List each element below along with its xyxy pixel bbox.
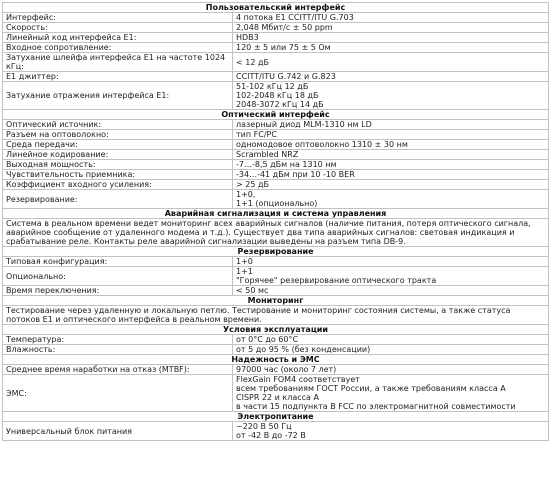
- section-header-row: [3, 412, 549, 422]
- section-header-row: [3, 209, 549, 219]
- spec-value-line: CISPR 22 и класса A: [236, 393, 319, 402]
- spec-table: [2, 2, 549, 441]
- spec-label: E1 джиттер:: [3, 72, 233, 82]
- section-header-row: [3, 110, 549, 120]
- spec-value: [233, 286, 549, 296]
- spec-row: [3, 33, 549, 43]
- spec-row: [3, 365, 549, 375]
- spec-value-line: -34…-41 дБм при 10 -10 BER: [236, 170, 355, 179]
- spec-table-body: [3, 3, 549, 441]
- spec-value-line: 1+1 (опционально): [236, 199, 318, 208]
- spec-value-line: 97000 час (около 7 лет): [236, 365, 337, 374]
- spec-value-line: > 25 дБ: [236, 180, 269, 189]
- spec-label: Линейное кодирование:: [3, 150, 233, 160]
- spec-value: [233, 140, 549, 150]
- spec-value: [233, 345, 549, 355]
- spec-label: Скорость:: [3, 23, 233, 33]
- spec-value-line: Scrambled NRZ: [236, 150, 299, 159]
- spec-value-line: одномодовое оптоволокно 1310 ± 30 нм: [236, 140, 408, 149]
- section-header-row: [3, 325, 549, 335]
- spec-label: Влажность:: [3, 345, 233, 355]
- spec-row: [3, 43, 549, 53]
- spec-value-line: 2048-3072 кГц 14 дБ: [236, 100, 324, 109]
- section-paragraph: Тестирование через удаленную и локальную петлю. Тестирование и мониторинг состояния системы, а также статуса потоков E1 и оптического интерфейса в реальном времени.: [3, 306, 549, 325]
- spec-row: [3, 335, 549, 345]
- spec-label: Универсальный блок питания: [3, 422, 233, 441]
- spec-row: [3, 120, 549, 130]
- spec-value: [233, 72, 549, 82]
- spec-value: [233, 130, 549, 140]
- spec-value-line: тип FC/PC: [236, 130, 277, 139]
- spec-value: [233, 190, 549, 209]
- spec-row: [3, 72, 549, 82]
- spec-value-line: 102-2048 кГц 18 дБ: [236, 91, 319, 100]
- spec-label: Выходная мощность:: [3, 160, 233, 170]
- spec-row: [3, 170, 549, 180]
- spec-value-line: 51-102 кГц 12 дБ: [236, 82, 309, 91]
- section-title: Пользовательский интерфейс: [3, 3, 549, 13]
- spec-row: [3, 150, 549, 160]
- spec-label: Среда передачи:: [3, 140, 233, 150]
- section-header-row: [3, 247, 549, 257]
- spec-row: [3, 160, 549, 170]
- spec-value: [233, 120, 549, 130]
- section-title: Надежность и ЭМС: [3, 355, 549, 365]
- spec-label: Интерфейс:: [3, 13, 233, 23]
- spec-value-line: 1+0,: [236, 190, 256, 199]
- spec-row: [3, 286, 549, 296]
- spec-value: [233, 170, 549, 180]
- spec-value: [233, 267, 549, 286]
- spec-value-line: в части 15 подпункта B FCC по электромагнитной совместимости: [236, 402, 516, 411]
- spec-row: [3, 267, 549, 286]
- section-title: Оптический интерфейс: [3, 110, 549, 120]
- spec-value-line: от 5 до 95 % (без конденсации): [236, 345, 371, 354]
- spec-row: [3, 345, 549, 355]
- spec-row: [3, 180, 549, 190]
- spec-value: [233, 43, 549, 53]
- spec-value: [233, 13, 549, 23]
- section-title: Электропитание: [3, 412, 549, 422]
- spec-row: [3, 13, 549, 23]
- spec-value-line: HDB3: [236, 33, 259, 42]
- spec-label: Резервирование:: [3, 190, 233, 209]
- spec-value-line: FlexGain FOM4 соответствует: [236, 375, 360, 384]
- spec-value: [233, 82, 549, 110]
- spec-value: [233, 33, 549, 43]
- spec-label: Затухание отражения интерфейса E1:: [3, 82, 233, 110]
- spec-label: Коэффициент входного усиления:: [3, 180, 233, 190]
- spec-value: [233, 150, 549, 160]
- spec-value-line: лазерный диод MLM-1310 нм LD: [236, 120, 372, 129]
- spec-row: [3, 23, 549, 33]
- spec-value-line: -7…-8,5 дБм на 1310 нм: [236, 160, 337, 169]
- spec-row: [3, 422, 549, 441]
- spec-value-line: 2,048 Мбит/с ± 50 ppm: [236, 23, 333, 32]
- spec-value-line: < 12 дБ: [236, 57, 269, 67]
- section-header-row: [3, 3, 549, 13]
- spec-label: ЭМС:: [3, 375, 233, 412]
- spec-value: [233, 180, 549, 190]
- spec-value-line: < 50 мс: [236, 286, 269, 295]
- spec-label: Время переключения:: [3, 286, 233, 296]
- spec-value-line: 1+0: [236, 257, 253, 266]
- section-header-row: [3, 355, 549, 365]
- spec-row: [3, 53, 549, 72]
- spec-value-line: 1+1: [236, 267, 253, 276]
- spec-value-line: CCITT/ITU G.742 и G.823: [236, 72, 336, 81]
- section-title: Условия эксплуатации: [3, 325, 549, 335]
- section-text-row: [3, 219, 549, 247]
- spec-row: [3, 140, 549, 150]
- spec-value-line: ~220 В 50 Гц: [236, 422, 292, 431]
- section-title: Резервирование: [3, 247, 549, 257]
- section-paragraph: Система в реальном времени ведет мониторинг всех аварийных сигналов (наличие питания, потеря оптического сигнала, аварийное сообщение от удаленного модема и т.д.). Существует два типа аварийных сигналов: световая индикация и срабатывание реле. Контакты реле аварийной сигнализации выведены на разъем типа DB-9.: [3, 219, 549, 247]
- section-header-row: [3, 296, 549, 306]
- spec-value-line: всем требованиям ГОСТ России, а также требованиям класса A: [236, 384, 506, 393]
- spec-label: Линейный код интерфейса E1:: [3, 33, 233, 43]
- spec-label: Типовая конфигурация:: [3, 257, 233, 267]
- spec-row: [3, 375, 549, 412]
- spec-value: [233, 257, 549, 267]
- spec-value: [233, 53, 549, 72]
- spec-value-line: "Горячее" резервирование оптического тракта: [236, 276, 437, 285]
- spec-label: Опционально:: [3, 267, 233, 286]
- spec-value-line: 120 ± 5 или 75 ± 5 Ом: [236, 43, 331, 52]
- spec-row: [3, 130, 549, 140]
- spec-row: [3, 190, 549, 209]
- spec-label: Чувствительность приемника:: [3, 170, 233, 180]
- spec-value: [233, 375, 549, 412]
- spec-value: [233, 160, 549, 170]
- spec-value: [233, 365, 549, 375]
- section-title: Мониторинг: [3, 296, 549, 306]
- spec-label: Разъем на оптоволокно:: [3, 130, 233, 140]
- spec-label: Среднее время наработки на отказ (MTBF):: [3, 365, 233, 375]
- spec-value-line: 4 потока E1 CCITT/ITU G.703: [236, 13, 354, 22]
- spec-label: Входное сопротивление:: [3, 43, 233, 53]
- section-text-row: [3, 306, 549, 325]
- spec-label: Температура:: [3, 335, 233, 345]
- spec-value-line: от 0°C до 60°C: [236, 335, 299, 344]
- spec-row: [3, 82, 549, 110]
- spec-value: [233, 335, 549, 345]
- spec-label: Оптический источник:: [3, 120, 233, 130]
- spec-row: [3, 257, 549, 267]
- spec-value: [233, 422, 549, 441]
- section-title: Аварийная сигнализация и система управления: [3, 209, 549, 219]
- spec-label: Затухание шлейфа интерфейса E1 на частоте 1024 кГц:: [3, 53, 233, 72]
- spec-value: [233, 23, 549, 33]
- spec-value-line: от -42 В до -72 В: [236, 431, 306, 440]
